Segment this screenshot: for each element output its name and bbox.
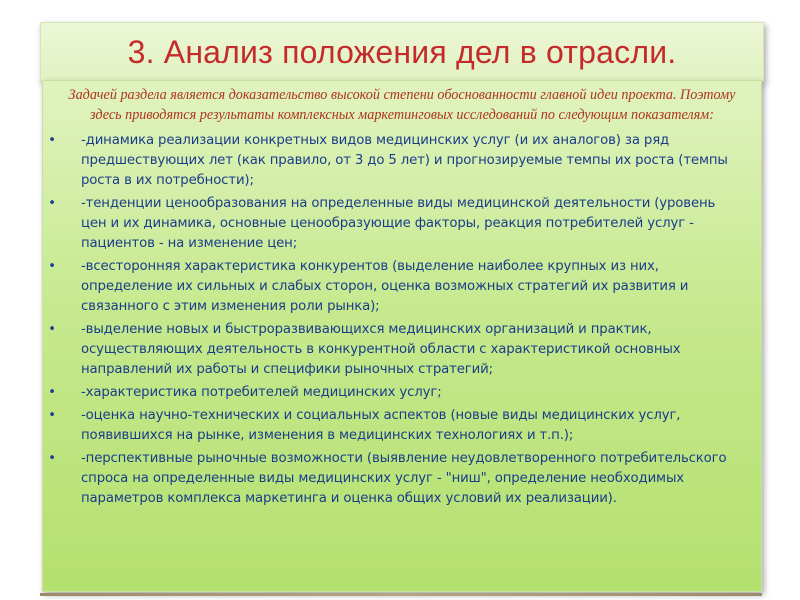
bullet-icon: • <box>48 133 56 148</box>
bullet-icon: • <box>48 385 56 400</box>
list-item <box>43 257 743 317</box>
list-item <box>43 406 743 446</box>
list-item <box>43 194 743 254</box>
bottom-divider <box>40 593 762 596</box>
bullet-list <box>43 131 761 509</box>
bullet-icon: • <box>48 408 56 423</box>
bullet-icon: • <box>48 259 56 274</box>
bullet-icon: • <box>48 451 56 466</box>
list-item-text: -перспективные рыночные возможности (выявление неудовлетворенного потребительского спроса на определенные виды медицинских услуг - "ниш", определение необходимых параметров комплекса маркетинга и оценка общих условий их реализации). <box>81 451 727 506</box>
intro-text: Задачей раздела является доказательство высокой степени обоснованности главной идеи проекта. Поэтому здесь приводятся результаты комплексных маркетинговых исследований по следующим показателям: <box>68 87 736 123</box>
list-item-text: -тенденции ценообразования на определенные виды медицинской деятельности (уровень цен и их динамика, основные ценообразующие факторы, реакция потребителей услуг - пациентов - на изменение цен; <box>81 196 716 251</box>
bullet-icon: • <box>48 322 56 337</box>
title-panel <box>40 22 764 82</box>
list-item <box>43 449 743 509</box>
bullet-icon: • <box>48 196 56 211</box>
content-panel <box>42 80 762 592</box>
list-item-text: -динамика реализации конкретных видов медицинских услуг (и их аналогов) за ряд предшествующих лет (как правило, от 3 до 5 лет) и прогнозируемые темпы их роста (темпы роста в их потребности); <box>81 133 728 188</box>
list-item-text: -оценка научно-технических и социальных аспектов (новые виды медицинских услуг, появившихся на рынке, изменения в медицинских технологиях и т.п.); <box>81 408 681 443</box>
list-item <box>43 320 743 380</box>
list-item-text: -выделение новых и быстроразвивающихся медицинских организаций и практик, осуществляющих деятельность в конкурентной области с характеристикой основных направлений их работы и специфики рыночных стратегий; <box>81 322 681 377</box>
list-item-text: -характеристика потребителей медицинских услуг; <box>81 385 442 400</box>
list-item-text: -всесторонняя характеристика конкурентов (выделение наиболее крупных из них, определение их сильных и слабых сторон, оценка возможных стратегий их развития и связанного с этим изменения роли рынка); <box>81 259 689 314</box>
list-item <box>43 131 743 191</box>
slide-title: 3. Анализ положения дел в отрасли. <box>127 33 677 70</box>
list-item <box>43 383 743 403</box>
